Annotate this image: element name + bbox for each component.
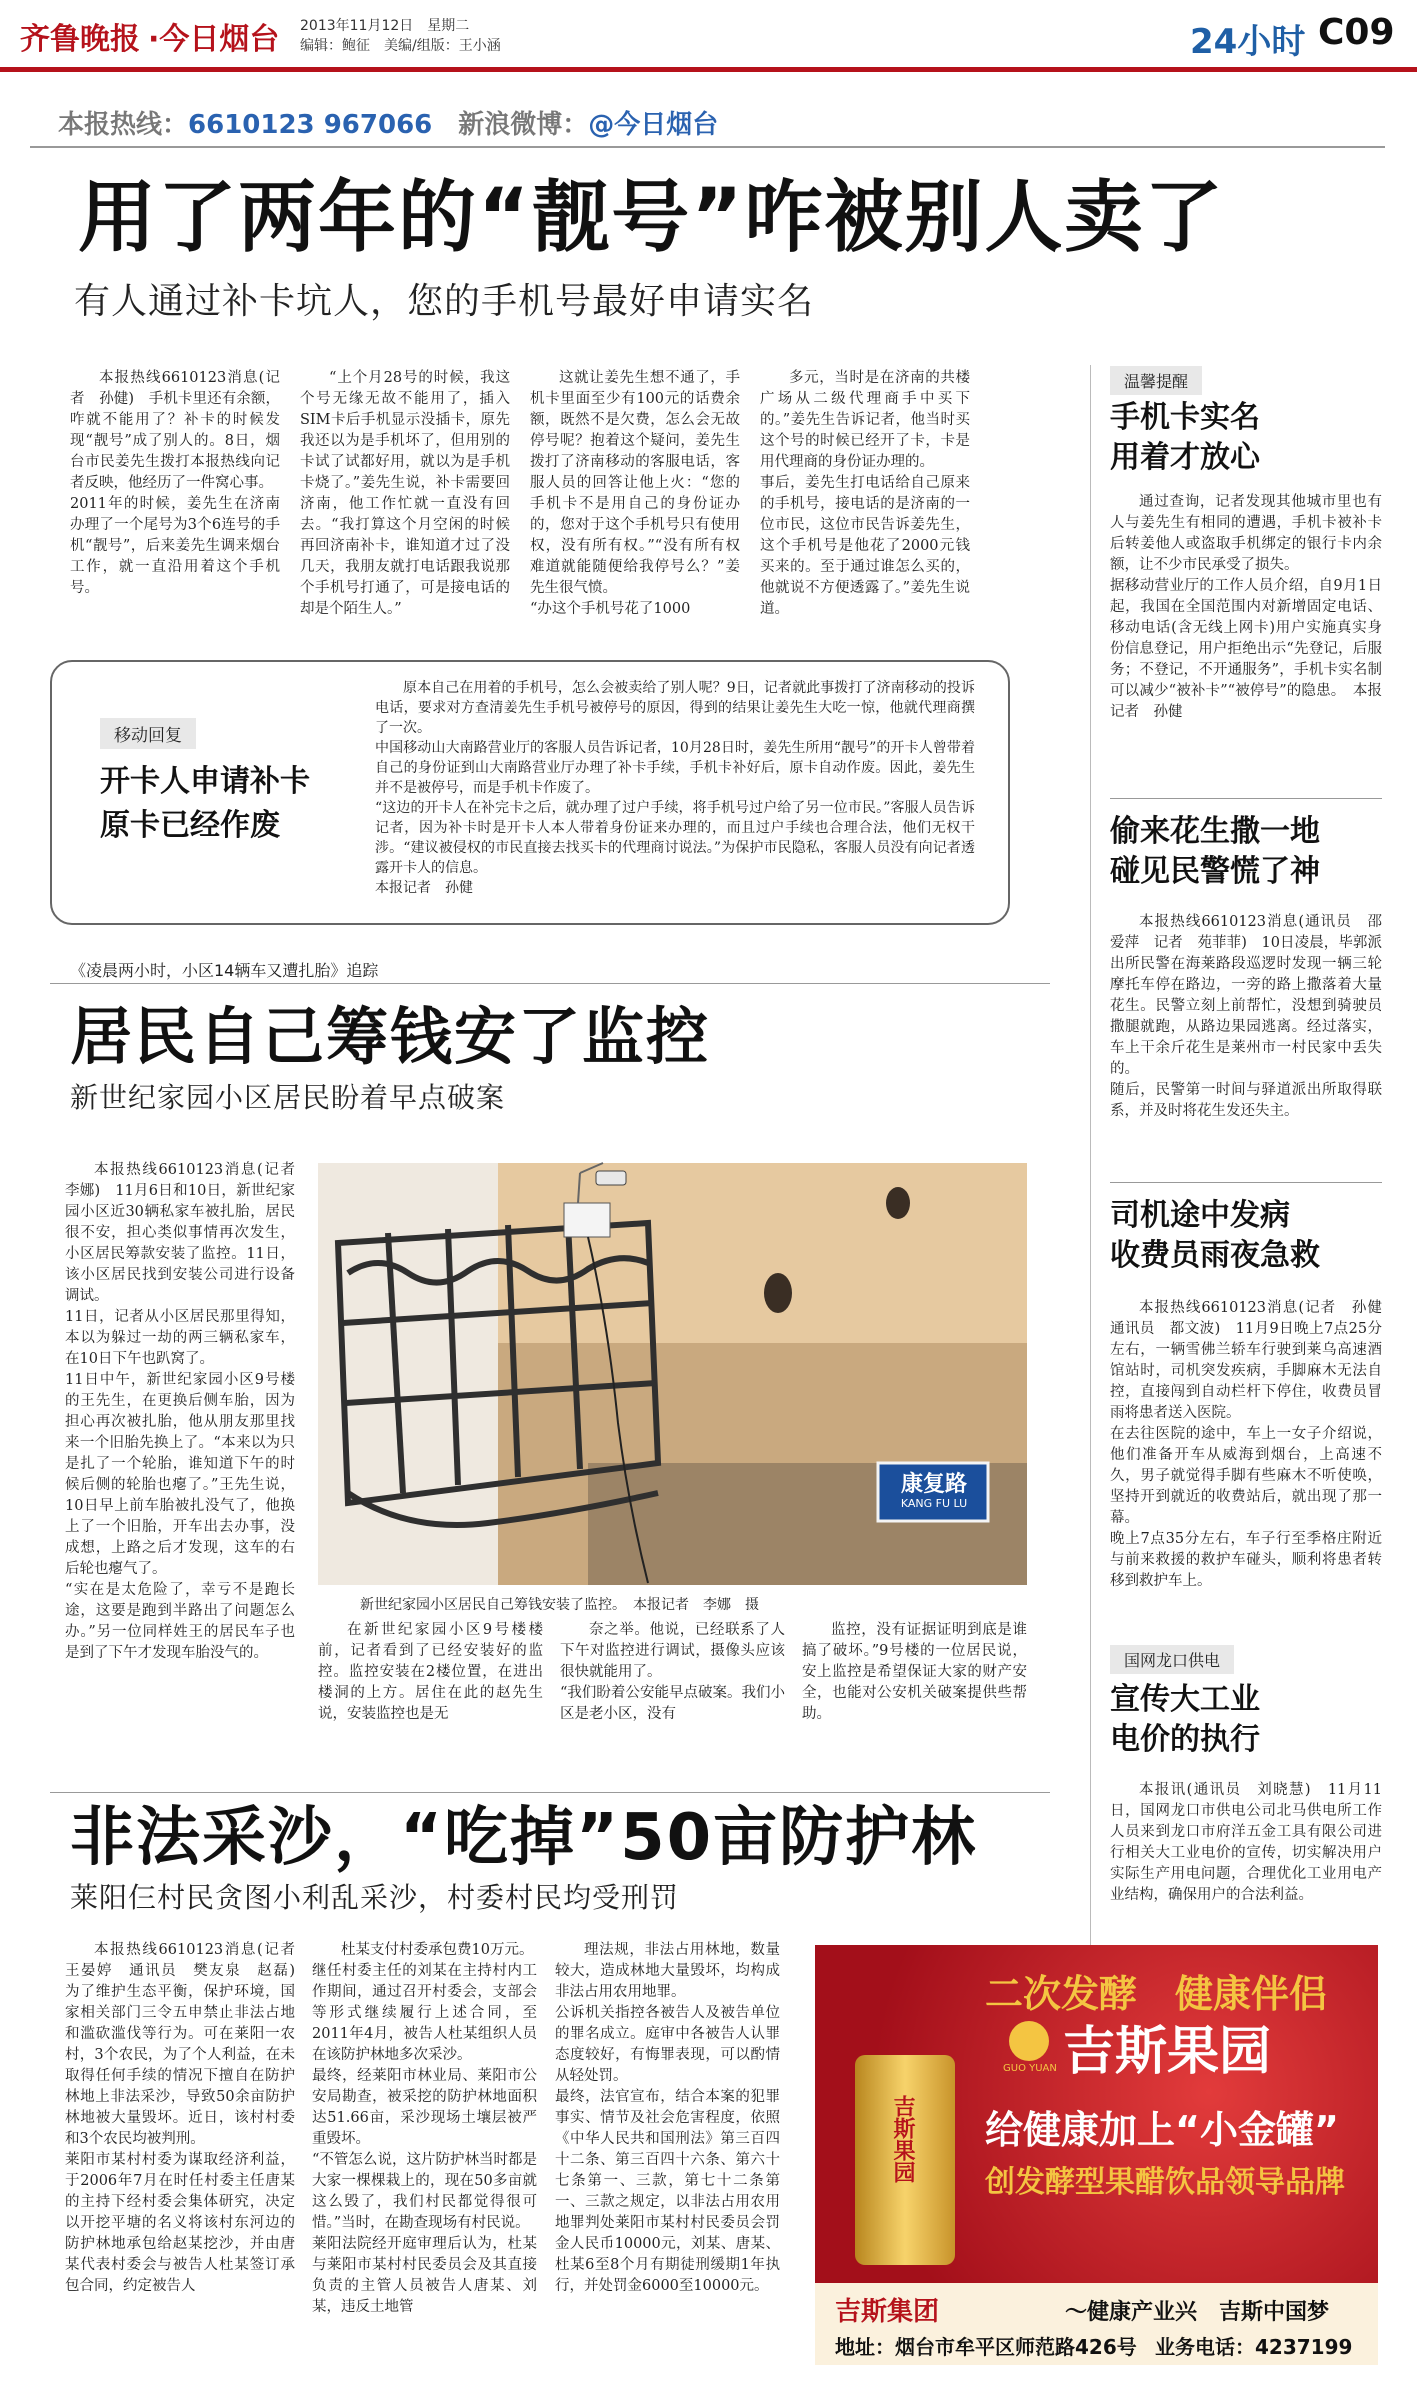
article1-col4 (760, 368, 970, 638)
article1-col3 (530, 368, 740, 638)
article3-col1 (65, 1940, 295, 2375)
ad-phone (1155, 2331, 1352, 2360)
weibo-handle: @今日烟台 (588, 110, 719, 140)
photo-illustration (318, 1163, 1027, 1585)
article3-col2 (312, 1940, 537, 2375)
weibo-label: 新浪微博： (458, 110, 589, 140)
hotline-numbers: 6610123 967066 (188, 110, 433, 140)
ad-address-label: 地址： (835, 2335, 895, 2359)
photo-caption: 新世纪家园小区居民自己筹钱安装了监控。 本报记者 李娜 摄 (360, 1597, 759, 1613)
ad-company: 吉斯集团 (835, 2297, 940, 2327)
street-sign-text: 康复路 (900, 1472, 967, 1497)
category-label: 24小时 (1190, 22, 1306, 62)
ad-slogan2: 给健康加上“小金罐” (985, 2108, 1339, 2152)
column-divider (1090, 365, 1091, 1945)
section-name: ·今日烟台 (148, 22, 280, 57)
brand (20, 14, 279, 58)
followup-headline: 开卡人申请补卡 原卡已经作废 (100, 764, 310, 843)
subhead-surveillance: 新世纪家园小区居民盼着早点破案 (70, 1081, 506, 1114)
subhead-phone-number: 有人通过补卡坑人，您的手机号最好申请实名 (74, 281, 815, 322)
divider (1110, 1182, 1382, 1183)
tip-tag: 温馨提醒 (1110, 366, 1202, 395)
followup-text: 原本自己在用着的手机号，怎么会被卖给了别人呢？9日，记者就此事拨打了济南移动的投诉电话，要求对方查清姜先生手机号被停号的原因，得到的结果让姜先生大吃一惊，他就代理商撰了一次。 中国移动山大南路营业厅的客服人员告诉记者，10月28日时，姜先生所用“靓号”的开卡人曾带着自己的身份证到山大南路营业厅办理了补卡手续，手机卡补好后，原卡自动作废。因此，姜先生并不是被停号，而是手机卡作废了。 “这边的开卡人在补完卡之后，就办理了过户手续，将手机号过户给了另一位市民。”客服人员告诉记者，因为补卡时是开卡人本人带着身份证来办理的，而且过户手续也合理合法，他们无权干涉。“建议被侵权的市民直接去找买卡的代理商讨说法。”为保护市民隐私，客服人员没有向记者透露开卡人的信息。 本报记者 孙健 (375, 680, 975, 896)
article1-col2-text: “上个月28号的时候，我这个号无缘无故不能用了，插入SIM卡后手机显示没插卡，原先我还以为是手机坏了，但用别的卡试了试都好用，就以为是手机卡烧了。”姜先生说，补卡需要回济南，他工作忙就一直没有回去。“我打算这个月空闲的时候再回济南补卡，谁知道才过了没几天，我朋友就打电话跟我说那个手机号打通了，可是接电话的却是个陌生人。” (300, 370, 510, 617)
article2-col3 (560, 1620, 785, 1790)
ad-tagline: ～健康产业兴 吉斯中国梦 (1065, 2300, 1330, 2325)
article3-col3-text: 理法规，非法占用林地，数量较大，造成林地大量毁坏，均构成非法占用农用地罪。 公诉机关指控各被告人及被告单位的罪名成立。庭审中各被告人认罪态度较好，有悔罪表现，可以酌情从轻处罚。 最终，法官宣布，结合本案的犯罪事实、情节及社会危害程度，依照《中华人民共和国刑法》第三百四十二条、第三百四十六条、第六十七条第一、三款，第七十二条第一、三款之规定，以非法占用农用地罪判处莱阳市某村村民委员会罚金人民币10000元，刘某、唐某、杜某6至8个月有期徒刑缓期1年执行，并处罚金6000至10000元。 (555, 1942, 780, 2294)
power-tag: 国网龙口供电 (1110, 1645, 1234, 1674)
tip-text: 通过查询，记者发现其他城市里也有人与姜先生有相同的遭遇，手机卡被补卡后转姜他人或盗取手机绑定的银行卡内余额，让不少市民承受了损失。 据移动营业厅的工作人员介绍，自9月1日起，我国在全国范围内对新增固定电话、移动电话(含无线上网卡)用户实施真实身份信息登记，用户拒绝出示“先登记，后服务；不登记，不开通服务”，手机卡实名制可以减少“被补卡”“被停号”的隐患。 本报记者 孙健 (1110, 494, 1382, 720)
driver-text: 本报热线6610123消息(记者 孙健 通讯员 都文波) 11月9日晚上7点25分左右，一辆雪佛兰轿车行驶到莱乌高速酒馆站时，司机突发疾病，手脚麻木无法自控，直接闯到自动栏杆下停住，收费员冒雨将患者送入医院。 在去往医院的途中，车上一女子介绍说，他们准备开车从威海到烟台，上高速不久，男子就觉得手脚有些麻木不听使唤，坚持开到就近的收费站后，就出现了那一幕。 晚上7点35分左右，车子行至季格庄附近与前来救援的救护车碰头，顺利将患者转移到救护车上。 (1110, 1300, 1382, 1589)
divider (50, 1792, 1050, 1793)
ad-brand: 吉斯果园 (1063, 2022, 1272, 2082)
editor-line: 编辑：鲍征 美编/组版：王小涵 (300, 38, 501, 54)
headline-illegal-sand: 非法采沙，“吃掉”50亩防护林 (70, 1801, 978, 1875)
ad-logo-text: GUO YUAN (1003, 2063, 1057, 2074)
article3-col2-text: 杜某支付村委承包费10万元。 继任村委主任的刘某在主持村内工作期间，通过召开村委会，支部会等形式继续履行上述合同，至2011年4月，被告人杜某组织人员在该防护林地多次采沙。 最终，经莱阳市林业局、莱阳市公安局勘查，被采挖的防护林地面积达51.66亩，采沙现场土壤层被严重毁坏。 “不管怎么说，这片防护林当时都是大家一棵棵栽上的，现在50多亩就这么毁了，我们村民都觉得很可惜。”当时，在勘查现场有村民说。 莱阳法院经开庭审理后认为，杜某与莱阳市某村村民委员会及其直接负责的主管人员被告人唐某、刘某，违反土地管 (312, 1942, 537, 2315)
power-text: 本报讯(通讯员 刘晓慧) 11月11日，国网龙口市供电公司北马供电所工作人员来到龙口市府洋五金工具有限公司进行相关大工业电价的宣传，切实解决用户实际生产用电问题，合理优化工业用电产业结构，确保用户的合法利益。 (1110, 1782, 1382, 1903)
article2-col3-text: 奈之举。他说，已经联系了人下午对监控进行调试，摄像头应该很快就能用了。 “我们盼着公安能早点破案。我们小区是老小区，没有 (560, 1622, 785, 1722)
article2-col2-text: 在新世纪家园小区9号楼楼前，记者看到了已经安装好的监控。监控安装在2楼位置，在进出楼洞的上方。居住在此的赵先生说，安装监控也是无 (318, 1622, 543, 1722)
hotline-bar (58, 104, 718, 141)
issue-meta (300, 16, 501, 56)
article2-col1-text: 本报热线6610123消息(记者 李娜) 11月6日和10日，新世纪家园小区近30辆私家车被扎胎，居民很不安，担心类似事情再次发生，小区居民筹款安装了监控。11日，该小区居民找到安装公司进行设备调试。 11日，记者从小区居民那里得知，本以为躲过一劫的两三辆私家车，在10日下午也趴窝了。 11日中午，新世纪家园小区9号楼的王先生，在更换后侧车胎，因为担心再次被扎胎，他从朋友那里找来一个旧胎先换上了。“本来以为只是扎了一个轮胎，谁知道下午的时候后侧的轮胎也瘪了。”王先生说，10日早上前车胎被扎没气了，他换上了一个旧胎，开车出去办事，没成想，上路之后才发现，这车的右后轮也瘪气了。 “实在是太危险了，幸亏不是跑长途，这要是跑到半路出了问题怎么办。”另一位同样姓王的居民车子也是到了下午才发现车胎没气的。 (65, 1162, 295, 1661)
driver-body (1110, 1298, 1382, 1628)
article3-col1-text: 本报热线6610123消息(记者 王晏婷 通讯员 樊友泉 赵磊) 为了维护生态平衡，保护环境，国家相关部门三令五申禁止非法占地和滥砍滥伐等行为。可在莱阳一农村，3个农民，为了个人利益，在未取得任何手续的情况下擅自在防护林地上非法采沙，导致50余亩防护林地被大量毁坏。近日，该村村委和3个农民均被判刑。 莱阳市某村村委为谋取经济利益，于2006年7月在时任村委主任唐某的主持下经村委会集体研究，决定以开挖平塘的名义将该村东河边的防护林地承包给赵某挖沙，并由唐某代表村委会与被告人杜某签订承包合同，约定被告人 (65, 1942, 295, 2294)
article1-col2 (300, 368, 510, 638)
divider (30, 146, 1385, 148)
ad-address-value: 烟台市牟平区师范路426号 (895, 2335, 1137, 2359)
divider (1110, 798, 1382, 799)
article1-col4-text: 多元，当时是在济南的共楼广场从二级代理商手中买下的。”姜先生告诉记者，他当时买这个号的时候已经开了卡，卡是用代理商的身份证办理的。 事后，姜先生打电话给自己原来的手机号，接电话的是济南的一位市民，这位市民告诉姜先生，这个手机号是他花了2000元钱买来的。至于通过谁怎么买的，他就说不方便透露了。”姜先生说道。 (760, 370, 970, 617)
ad-address (835, 2331, 1137, 2360)
ad-can-text: 吉斯果园 (890, 2095, 915, 2183)
ad-slogan3: 创发酵型果醋饮品领导品牌 (985, 2165, 1345, 2200)
page-number: C09 (1318, 12, 1395, 53)
article1-col1 (70, 368, 280, 638)
power-body (1110, 1780, 1382, 1930)
article1-col1-text: 本报热线6610123消息(记者 孙健) 手机卡里还有余额，咋就不能用了？补卡的时候发现“靓号”成了别人的。8日，烟台市民姜先生拨打本报热线向记者反映，他经历了一件窝心事。 2011年的时候，姜先生在济南办理了一个尾号为3个6连号的手机“靓号”，后来姜先生调来烟台工作，就一直沿用着这个手机号。 (70, 370, 280, 596)
ad-slogan1: 二次发酵 健康伴侣 (985, 1972, 1328, 2016)
surveillance-photo (318, 1163, 1027, 1585)
power-headline: 宣传大工业 电价的执行 (1110, 1682, 1260, 1757)
street-sign-pinyin: KANG FU LU (900, 1497, 968, 1510)
article2-col4-text: 监控，没有证据证明到底是谁搞了破坏。”9号楼的一位居民说，安上监控是希望保证大家的财产安全，也能对公安机关破案提供些帮助。 (802, 1622, 1027, 1722)
tip-body (1110, 492, 1382, 772)
headline-surveillance: 居民自己筹钱安了监控 (70, 1000, 711, 1073)
peanut-text: 本报热线6610123消息(通讯员 邵爱萍 记者 苑菲菲) 10日凌晨，毕郭派出所民警在海莱路段巡逻时发现一辆三轮摩托车停在路边，一旁的路上撒落着大量花生。民警立刻上前帮忙，没想到骑驶员撒腿就跑，从路边果园逃离。经过落实，车上干余斤花生是莱州市一村民家中丢失的。 随后，民警第一时间与驿道派出所取得联系，并及时将花生发还失主。 (1110, 914, 1382, 1119)
brand-name: 齐鲁晚报 (20, 22, 140, 57)
ad-phone-value: 4237199 (1255, 2335, 1353, 2359)
peanut-headline: 偷来花生撒一地 碰见民警慌了神 (1110, 814, 1320, 889)
tip-headline: 手机卡实名 用着才放心 (1110, 400, 1260, 475)
article2-col1 (65, 1160, 295, 1800)
hotline-label: 本报热线： (58, 110, 189, 140)
peanut-body (1110, 912, 1382, 1164)
headline-phone-number: 用了两年的“靓号”咋被别人卖了 (78, 173, 1225, 263)
article2-col4 (802, 1620, 1027, 1790)
subhead-illegal-sand: 莱阳仨村民贪图小利乱采沙，村委村民均受刑罚 (70, 1881, 680, 1914)
followup-body (375, 678, 975, 914)
article2-kicker: 《凌晨两小时，小区14辆车又遭扎胎》追踪 (70, 961, 379, 980)
article3-col3 (555, 1940, 780, 2375)
advertisement[interactable] (815, 1945, 1378, 2365)
article1-col3-text: 这就让姜先生想不通了，手机卡里面至少有100元的话费余额，既然不是欠费，怎么会无故停号呢？抱着这个疑问，姜先生拨打了济南移动的客服电话，客服人员的回答让他上火：“您的手机卡不是用自己的身份证办的，您对于这个手机号只有使用权，没有所有权。”“没有所有权难道就能随便给我停号么？”姜先生很气愤。 “办这个手机号花了1000 (530, 370, 740, 617)
ad-logo-icon (1009, 2021, 1049, 2061)
date-line: 2013年11月12日 星期二 (300, 18, 470, 34)
ad-phone-label: 业务电话： (1155, 2335, 1255, 2359)
driver-headline: 司机途中发病 收费员雨夜急救 (1110, 1198, 1320, 1273)
divider (50, 983, 1050, 984)
article2-col2 (318, 1620, 543, 1790)
followup-tag: 移动回复 (100, 718, 196, 749)
